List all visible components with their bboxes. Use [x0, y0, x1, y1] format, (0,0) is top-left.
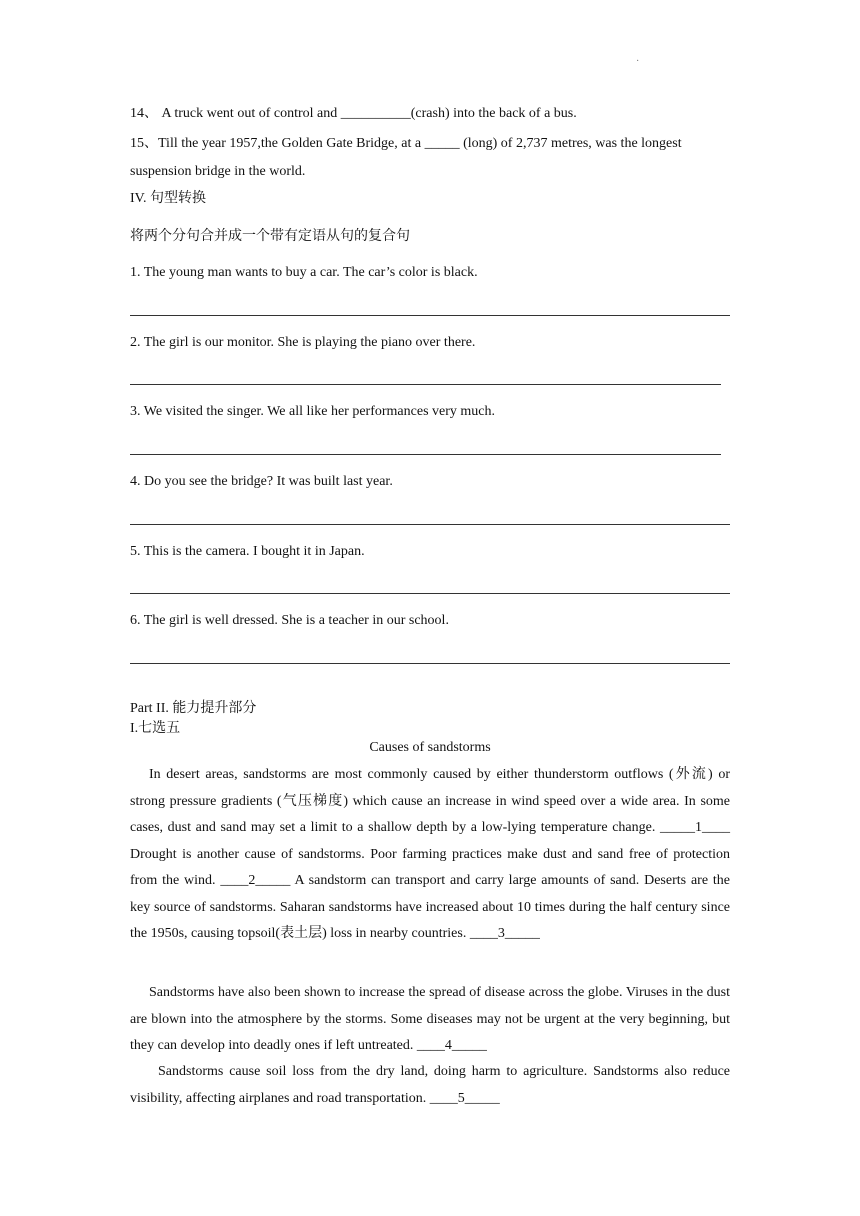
sentence-3: 3. We visited the singer. We all like her performances very much.	[130, 404, 496, 419]
passage-paragraph-1: In desert areas, sandstorms are most commonly caused by either thunderstorm outflows (外流) or strong pressure gradients (气压梯度) which cause an increase in wind speed over a wide area. In some cases, dust and sand may set a limit to a shallow depth by a low-lying temperature change. _____1____ Drought is another cause of sandstorms. Poor farming practices make dust and sand free of protection from the wind. ____2_____ A sandstorm can transport and carry large amounts of sand. Deserts are the key source of sandstorms. Saharan sandstorms have increased about 10 times during the half century since the 1950s, causing topsoil(表土层) loss in nearby countries. ____3_____	[130, 767, 730, 941]
passage-title: Causes of sandstorms	[369, 740, 491, 755]
sentence-1: 1. The young man wants to buy a car. The car’s color is black.	[130, 265, 478, 280]
passage-paragraph-3: Sandstorms cause soil loss from the dry land, doing harm to agriculture. Sandstorms also reduce visibility, affecting airplanes and road transportation. ____5_____	[130, 1064, 730, 1106]
answer-line-1	[130, 315, 730, 316]
part-2-title: Part II. 能力提升部分	[130, 701, 257, 716]
answer-line-5	[130, 593, 730, 594]
answer-line-3	[130, 454, 721, 455]
question-15-line-1: 15、Till the year 1957,the Golden Gate Bridge, at a _____ (long) of 2,737 metres, was the longest	[130, 136, 682, 151]
section-4-instruction: 将两个分句合并成一个带有定语从句的复合句	[130, 229, 410, 244]
sentence-4: 4. Do you see the bridge? It was built last year.	[130, 474, 393, 489]
sentence-2: 2. The girl is our monitor. She is playing the piano over there.	[130, 335, 476, 350]
question-15-line-2: suspension bridge in the world.	[130, 164, 306, 179]
answer-line-4	[130, 524, 730, 525]
answer-line-2	[130, 384, 721, 385]
sentence-6: 6. The girl is well dressed. She is a teacher in our school.	[130, 613, 449, 628]
part-2-subtitle: I.七选五	[130, 721, 181, 736]
sentence-5: 5. This is the camera. I bought it in Japan.	[130, 544, 365, 559]
header-mark: ·	[636, 56, 640, 67]
question-14: 14、 A truck went out of control and __________(crash) into the back of a bus.	[130, 106, 577, 121]
answer-line-6	[130, 663, 730, 664]
passage-paragraph-2: Sandstorms have also been shown to increase the spread of disease across the globe. Viruses in the dust are blown into the atmosphere by the storms. Some diseases may not be urgent at the very beginning, but they can develop into deadly ones if left untreated. ____4_____	[130, 985, 730, 1053]
section-4-title: IV. 句型转换	[130, 191, 206, 206]
